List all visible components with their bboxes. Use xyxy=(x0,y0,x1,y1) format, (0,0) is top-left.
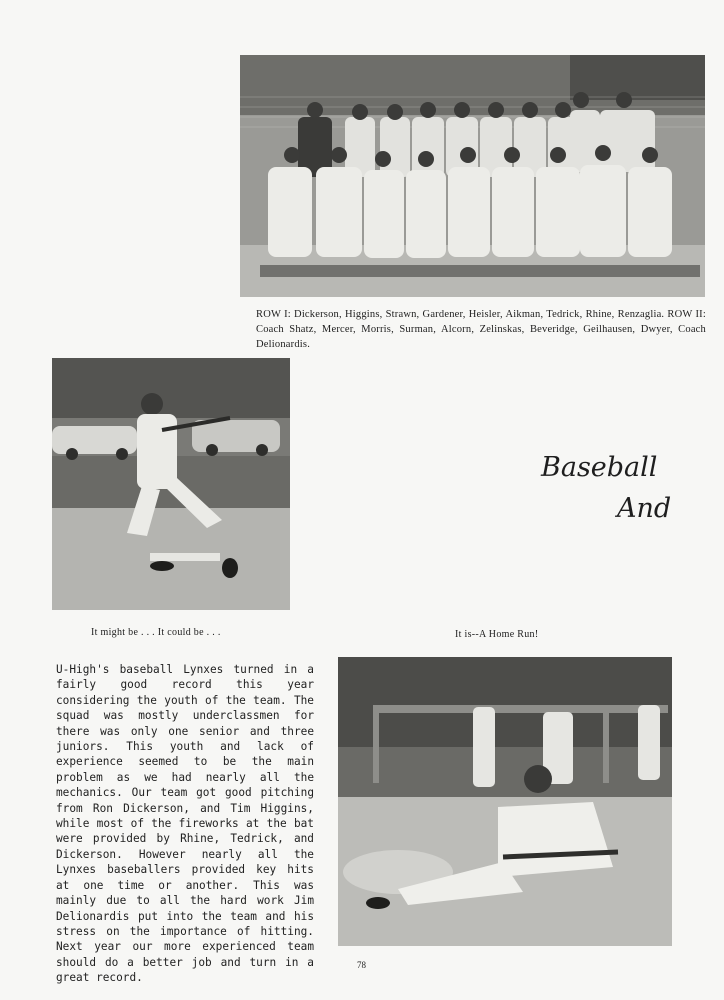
page-number: 78 xyxy=(357,960,366,970)
team-photo-caption: ROW I: Dickerson, Higgins, Strawn, Gardener, Heisler, Aikman, Tedrick, Rhine, Renzaglia. ROW II: Coach Shatz, Mercer, Morris, Surman, Alcorn, Zelinskas, Beveridge, Geilhausen, Dwyer, Coach Delionardis. xyxy=(256,309,706,350)
article-text: U-High's baseball Lynxes turned in a fairly good record this year considering the youth of the team. The squad was mostly underclassmen for there was only one senior and three juniors. This youth and lack of experience seemed to be the main problem as we had nearly all the mechanics. Our team got good pitching from Ron Dickerson, and Tim Higgins, while most of the fireworks at the bat were provided by Rhine, Tedrick, and Dickerson. However nearly all the Lynxes baseballers provided key hits at one time or another. This was mainly due to all the hard work Jim Delionardis put into the team and his stress on the importance of hitting. Next year our more experienced team should do a better job and turn in a great record. xyxy=(56,663,314,985)
slide-photo xyxy=(338,657,672,946)
page-title-line2: And xyxy=(617,493,672,524)
slide-photo-caption: It is--A Home Run! xyxy=(455,629,539,640)
batter-photo xyxy=(52,358,290,610)
batter-photo-caption: It might be . . . It could be . . . xyxy=(91,627,221,638)
page-title-line1: Baseball xyxy=(541,452,658,483)
team-photo xyxy=(240,55,705,297)
